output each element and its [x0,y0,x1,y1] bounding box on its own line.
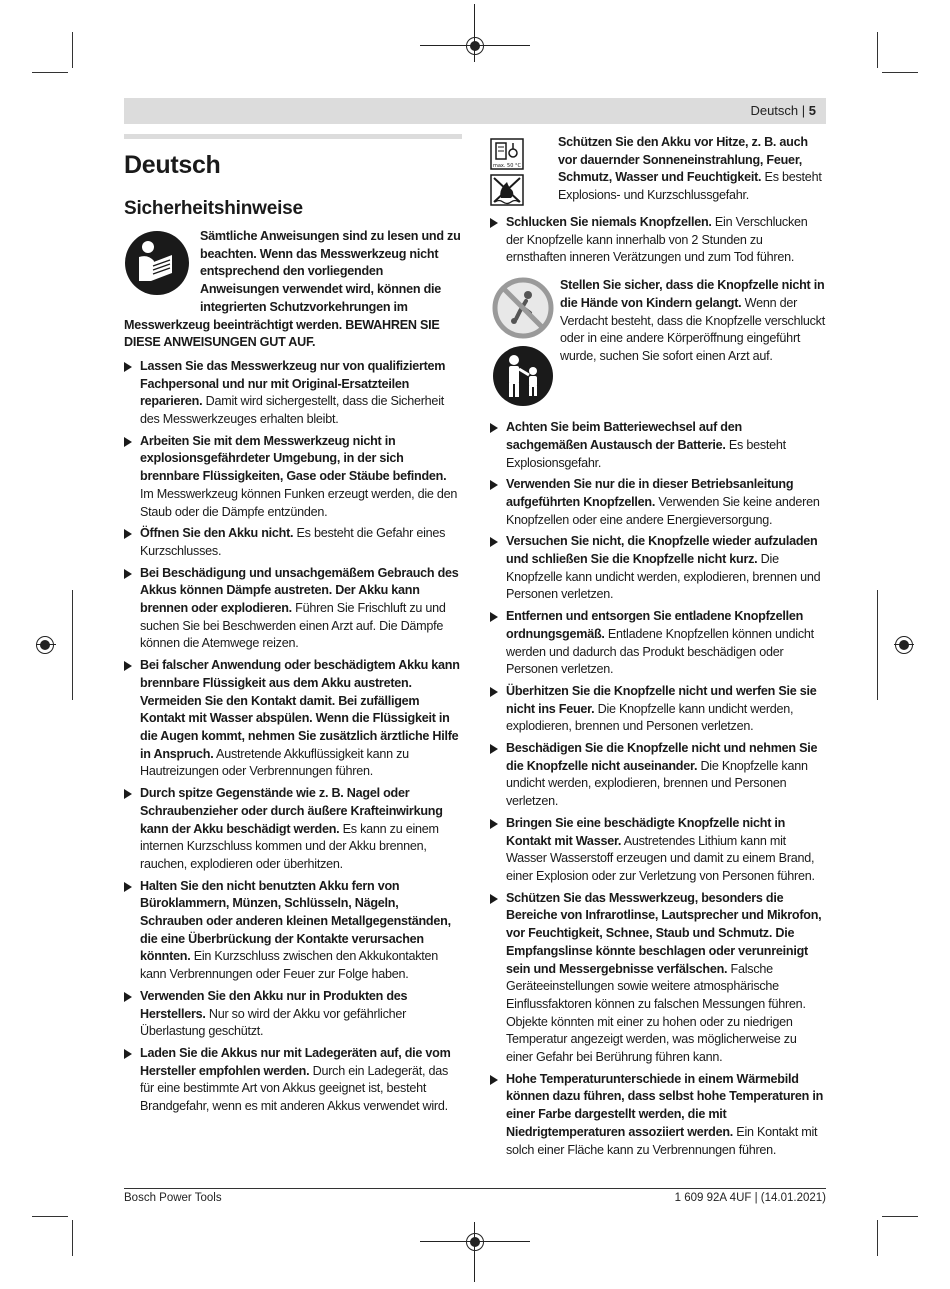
header-separator: | [798,103,809,118]
item-bold: Schützen Sie das Messwerkzeug, besonders die Bereiche von Infrarotlinse, Lautsprecher und Mikrofon, vor Feuchtigkeit, Schnee, Staub und Schmutz. Die Empfangslinse könnte beschlagen oder verunreinigt sein und Messergebnisse verfälschen. [506,890,822,976]
no-fire-water-icon [490,174,524,206]
crop-mark [72,1220,73,1256]
list-item [124,657,462,781]
bullet-arrow-icon [124,437,132,447]
section-rule [124,134,462,139]
bullet-arrow-icon [124,882,132,892]
bullet-arrow-icon [490,218,498,228]
item-text: Die Knopfzelle kann undicht werden, explodieren, brennen und Personen verletzen. [506,552,821,602]
item-text: Ein Kontakt mit solch einer Fläche kann zu Verbrennungen führen. [506,1124,818,1157]
crop-mark [877,32,878,68]
left-safety-list [124,358,462,1116]
bullet-arrow-icon [490,687,498,697]
child-warning-block [490,277,826,409]
list-item [490,533,826,604]
footer-doc-ref: 1 609 92A 4UF | (14.01.2021) [674,1192,826,1204]
right-column [490,134,826,1163]
bullet-arrow-icon [124,1049,132,1059]
left-column [124,134,462,1120]
item-bold: Durch spitze Gegenstände wie z. B. Nagel oder Schraubenzieher oder durch äußere Krafteinwirkung kann der Akku beschädigt werden. [140,786,443,836]
item-bold: Bei falscher Anwendung oder beschädigtem Akku kann brennbare Flüssigkeit aus dem Akku austreten. Vermeiden Sie den Kontakt damit. Bei zufälligem Kontakt mit Wasser abspülen. Wenn die Flüssigkeit in die Augen kommt, nehmen Sie zusätzlich ärztliche Hilfe in Anspruch. [140,658,460,761]
registration-mark-icon [466,1233,484,1251]
item-bold: Hohe Temperaturunterschiede in einem Wärmebild können dazu führen, dass selbst hohe Temperaturen in einer Farbe dargestellt werden, die mit Niedrigtemperaturen assoziiert werden. [506,1071,824,1139]
item-bold: Bei Beschädigung und unsachgemäßem Gebrauch des Akkus können Dämpfe austreten. Der Akku kann brennen oder explodieren. [140,565,459,616]
item-text: Ein Verschlucken der Knopfzelle kann innerhalb von 2 Stunden zu ernsthaften inneren Verätzungen und zum Tod führen. [506,215,808,265]
heat-max-temperature-icon [490,138,524,170]
seek-doctor-icon [492,345,554,407]
read-manual-icon [124,230,190,296]
registration-mark-icon [895,636,913,654]
item-text: Damit wird sichergestellt, dass die Sicherheit des Messwerkzeuges erhalten bleibt. [140,394,444,427]
bullet-arrow-icon [490,537,498,547]
list-item [490,608,826,679]
swallow-warning-list [490,214,826,267]
list-item [490,214,826,267]
bullet-arrow-icon [490,894,498,904]
child-warning-text [560,277,826,366]
item-bold: Stellen Sie sicher, dass die Knopfzelle nicht in die Hände von Kindern gelangt. [560,278,825,310]
page-title: Deutsch [124,151,221,179]
item-text: Im Messwerkzeug können Funken erzeugt werden, die den Staub oder die Dämpfe entzünden. [140,486,458,519]
item-text: Wenn der Verdacht besteht, dass die Knopfzelle verschluckt oder in eine andere Körperöffnung eingeführt wurde, suchen Sie sofort einen Arzt auf. [560,295,825,363]
item-bold: Entfernen und entsorgen Sie entladene Knopfzellen ordnungsgemäß. [506,609,804,641]
crop-mark [32,1216,68,1217]
child-icons [492,277,554,413]
bullet-arrow-icon [490,744,498,754]
keep-away-from-children-icon [492,277,554,339]
list-item [490,890,826,1067]
list-item [124,565,462,654]
item-text: Es besteht Explosionsgefahr. [506,437,786,470]
list-item [124,785,462,874]
item-text: Austretendes Lithium kann mit Wasser Wasserstoff erzeugen und damit zu einem Brand, einer Explosion oder zur Verletzung von Personen führen. [506,833,815,883]
item-bold: Schützen Sie den Akku vor Hitze, z. B. auch vor dauernder Sonneneinstrahlung, Feuer, Schmutz, Wasser und Feuchtigkeit. [558,135,808,185]
item-bold: Laden Sie die Akkus nur mit Ladegeräten auf, die vom Hersteller empfohlen werden. [140,1045,451,1078]
list-item [124,988,462,1041]
item-text: Austretende Akkuflüssigkeit kann zu Hautreizungen oder Verbrennungen führen. [140,746,409,779]
item-bold: Versuchen Sie nicht, die Knopfzelle wieder aufzuladen und schließen Sie die Knopfzelle nicht kurz. [506,534,818,567]
item-bold: Lassen Sie das Messwerkzeug nur von qualifiziertem Fachpersonal und nur mit Original-Ersatzteilen reparieren. [140,358,446,409]
item-text: Es kann zu einem internen Kurzschluss kommen und der Akku brennen, rauchen, explodieren oder überhitzen. [140,821,439,871]
crop-mark [877,590,878,700]
crop-mark [882,72,918,73]
intro-text: Sämtliche Anweisungen sind zu lesen und zu beachten. Wenn das Messwerkzeug nicht entsprechend den vorliegenden Anweisungen verwendet wird, können die integrierten Schutzvorkehrungen im Messwerkzeug beeinträchtigt werden. BEWAHREN SIE DIESE ANWEISUNGEN GUT AUF. [124,229,461,350]
list-item [490,1071,826,1160]
item-text: Nur so wird der Akku vor gefährlicher Überlastung geschützt. [140,1006,407,1039]
item-bold: Verwenden Sie nur die in dieser Betriebsanleitung aufgeführten Knopfzellen. [506,477,794,509]
bullet-arrow-icon [124,992,132,1002]
item-text: Verwenden Sie keine anderen Knopfzellen oder eine andere Energieversorgung. [506,494,820,527]
bullet-arrow-icon [490,480,498,490]
list-item [490,740,826,811]
item-bold: Bringen Sie eine beschädigte Knopfzelle nicht in Kontakt mit Wasser. [506,815,786,848]
list-item [124,1045,462,1116]
bullet-arrow-icon [490,819,498,829]
list-item [490,815,826,886]
page-number: 5 [808,103,816,118]
list-item [490,683,826,736]
item-text: Falsche Geräteeinstellungen sowie weitere atmosphärische Einflussfaktoren können zu falschen Messungen führen. Objekte könnten mit einer zu hohen oder zu niedrigen Temperatur angezeigt werden, was möglicherweise zu einer Gefahr bei Berührung führen kann. [506,961,806,1065]
item-bold: Überhitzen Sie die Knopfzelle nicht und werfen Sie sie nicht ins Feuer. [506,683,817,716]
bullet-arrow-icon [124,362,132,372]
heat-warning-text [558,134,826,205]
intro-block [124,228,462,352]
bullet-arrow-icon [124,529,132,539]
crop-mark [72,32,73,68]
item-text: Es besteht die Gefahr eines Kurzschlusses. [140,526,446,558]
bullet-arrow-icon [124,661,132,671]
heat-warning-block [490,134,826,208]
right-safety-list [490,419,826,1159]
crop-mark [882,1216,918,1217]
item-bold: Achten Sie beim Batteriewechsel auf den sachgemäßen Austausch der Batterie. [506,420,742,452]
registration-mark-icon [36,636,54,654]
section-title: Sicherheitshinweise [124,198,303,219]
item-text: Führen Sie Frischluft zu und suchen Sie bei Beschwerden einen Arzt auf. Die Dämpfe können die Atemwege reizen. [140,601,446,651]
registration-line [474,1222,475,1282]
bullet-arrow-icon [490,612,498,622]
item-text: Durch ein Ladegerät, das für eine bestimmte Art von Akkus geeignet ist, besteht Brandgefahr, wenn es mit anderen Akkus verwendet wird. [140,1063,449,1114]
item-bold: Halten Sie den nicht benutzten Akku fern von Büroklammern, Münzen, Schlüsseln, Nägeln, Schrauben oder anderen kleinen Metallgegenständen, die eine Überbrückung der Kontakte verursachen könnten. [140,878,451,964]
item-bold: Öffnen Sie den Akku nicht. [140,526,294,541]
list-item [124,525,462,560]
list-item [124,433,462,522]
item-text: Die Knopfzelle kann undicht werden, explodieren, brennen und Personen verletzen. [506,758,808,809]
bullet-arrow-icon [490,423,498,433]
item-text: Es besteht Explosions- und Kurzschlussgefahr. [558,170,822,203]
list-item [124,878,462,984]
header-language: Deutsch [750,103,799,118]
item-bold: Beschädigen Sie die Knopfzelle nicht und nehmen Sie die Knopfzelle nicht auseinander. [506,741,818,773]
crop-mark [32,72,68,73]
item-text: Entladene Knopfzellen können undicht werden und dadurch das Produkt beschädigen oder Personen verletzen. [506,626,814,677]
item-bold: Schlucken Sie niemals Knopfzellen. [506,215,712,229]
heat-icons [490,138,526,210]
bullet-arrow-icon [490,1075,498,1085]
footer-rule [124,1188,826,1189]
footer-brand: Bosch Power Tools [124,1192,222,1204]
item-text: Die Knopfzelle kann undicht werden, explodieren, brennen und Personen verletzen. [506,701,794,734]
crop-mark [877,1220,878,1256]
item-bold: Arbeiten Sie mit dem Messwerkzeug nicht in explosionsgefährdeter Umgebung, in der sich brennbare Flüssigkeiten, Gase oder Stäube befinden. [140,433,447,484]
list-item [124,358,462,429]
header-text [750,103,816,118]
item-bold: Verwenden Sie den Akku nur in Produkten des Herstellers. [140,988,408,1021]
list-item [490,419,826,472]
registration-mark-icon [466,37,484,55]
item-text: Ein Kurzschluss zwischen den Akkukontakten kann Verbrennungen oder Feuer zur Folge haben. [140,949,439,982]
bullet-arrow-icon [124,789,132,799]
list-item [490,476,826,529]
bullet-arrow-icon [124,569,132,579]
crop-mark [72,590,73,700]
max-temperature-label: max. 50 °C [492,163,522,169]
page-header [124,98,826,124]
